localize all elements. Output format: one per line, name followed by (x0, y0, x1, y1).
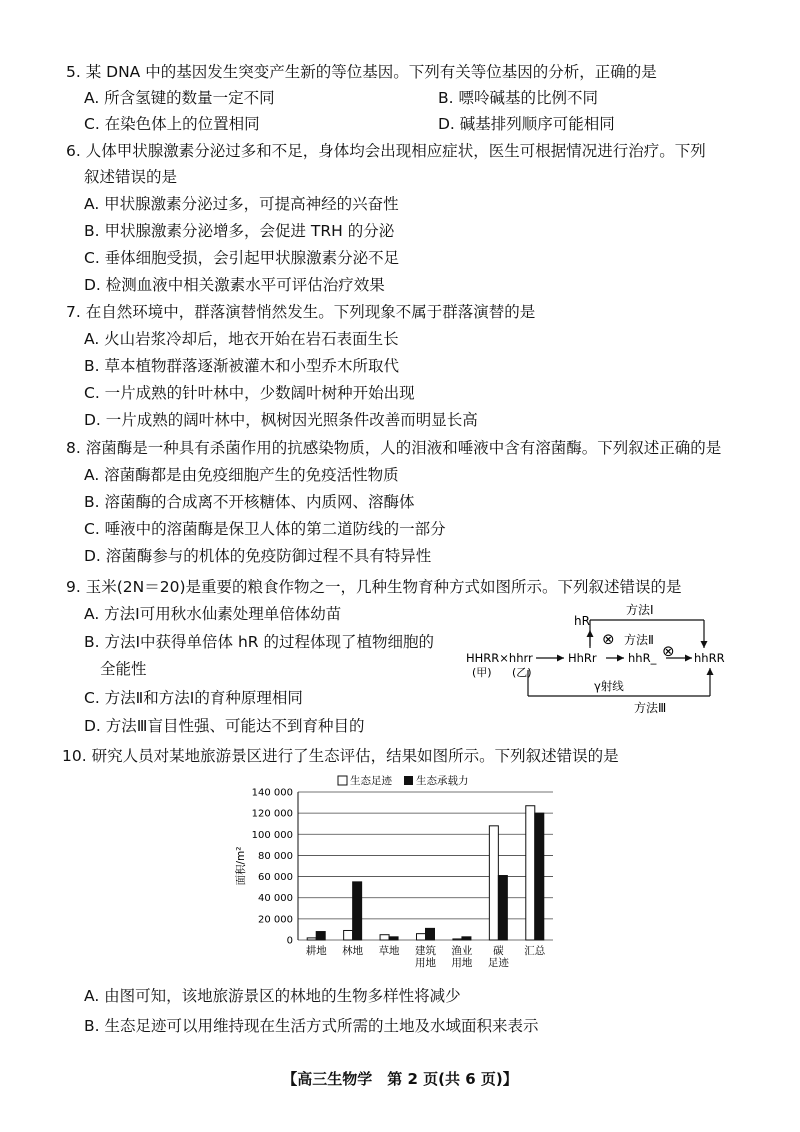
diagram-self-cross-2: ⊗ (662, 642, 675, 660)
diagram-yi: (乙) (512, 666, 532, 679)
diagram-hhR: hhR_ (628, 651, 657, 665)
diagram-method2-label: 方法Ⅱ (624, 633, 654, 647)
bar-capacity (426, 928, 435, 940)
q10-stem: 10. 研究人员对某地旅游景区进行了生态评估，结果如图所示。下列叙述错误的是 (62, 747, 619, 765)
bar-footprint (489, 826, 498, 940)
diagram-method3-label: 方法Ⅲ (634, 701, 667, 715)
x-tick-label: 渔业 (451, 945, 473, 957)
legend-swatch-capacity (404, 776, 413, 785)
ecology-bar-chart (228, 772, 568, 980)
y-tick-label: 120 000 (251, 808, 293, 820)
bar-footprint (380, 935, 389, 940)
q6-stem-line1: 6. 人体甲状腺激素分泌过多和不足，身体均会出现相应症状，医生可根据情况进行治疗。下列 (66, 142, 706, 160)
q6-option-b: B. 甲状腺激素分泌增多，会促进 TRH 的分泌 (84, 222, 395, 240)
diagram-gamma-label: γ射线 (594, 679, 624, 693)
q6-stem-line2: 叙述错误的是 (84, 168, 178, 186)
bar-footprint (307, 938, 316, 940)
y-tick-label: 140 000 (251, 787, 293, 799)
diagram-hhRR: hhRR (694, 651, 725, 665)
bar-capacity (316, 932, 325, 940)
q7-option-b: B. 草本植物群落逐渐被灌木和小型乔木所取代 (84, 357, 399, 375)
bar-footprint (526, 806, 535, 940)
q8-option-d: D. 溶菌酶参与的机体的免疫防御过程不具有特异性 (84, 547, 432, 565)
bar-capacity (462, 937, 471, 940)
y-tick-label: 60 000 (258, 872, 293, 884)
bar-footprint (453, 939, 462, 940)
x-tick-label: 足迹 (487, 957, 509, 969)
breeding-diagram (466, 600, 736, 716)
diagram-hR: hR (574, 614, 590, 628)
q5-stem: 5. 某 DNA 中的基因发生突变产生新的等位基因。下列有关等位基因的分析，正确的是 (66, 63, 657, 81)
q8-option-b: B. 溶菌酶的合成离不开核糖体、内质网、溶酶体 (84, 493, 415, 511)
q8-stem: 8. 溶菌酶是一种具有杀菌作用的抗感染物质，人的泪液和唾液中含有溶菌酶。下列叙述正确的是 (66, 439, 722, 457)
q6-option-d: D. 检测血液中相关激素水平可评估治疗效果 (84, 276, 385, 294)
diagram-jia: (甲) (472, 666, 492, 679)
diagram-method1-label: 方法Ⅰ (626, 603, 654, 617)
q7-option-d: D. 一片成熟的阔叶林中，枫树因光照条件改善而明显长高 (84, 411, 478, 429)
page-footer: 【高三生物学 第 2 页(共 6 页)】 (282, 1070, 518, 1088)
y-tick-label: 0 (286, 935, 293, 947)
x-tick-label: 耕地 (305, 945, 327, 957)
q6-option-a: A. 甲状腺激素分泌过多，可提高神经的兴奋性 (84, 195, 399, 213)
q6-option-c: C. 垂体细胞受损，会引起甲状腺激素分泌不足 (84, 249, 400, 267)
y-tick-label: 80 000 (258, 850, 293, 862)
legend-swatch-footprint (338, 776, 347, 785)
q9-option-a: A. 方法Ⅰ可用秋水仙素处理单倍体幼苗 (84, 605, 342, 623)
bar-footprint (417, 934, 426, 940)
q10-option-a: A. 由图可知，该地旅游景区的林地的生物多样性将减少 (84, 987, 461, 1005)
q7-option-a: A. 火山岩浆冷却后，地衣开始在岩石表面生长 (84, 330, 399, 348)
y-tick-label: 40 000 (258, 893, 293, 905)
bar-capacity (389, 937, 398, 940)
bar-capacity (353, 882, 362, 940)
q9-option-b-line1: B. 方法Ⅰ中获得单倍体 hR 的过程体现了植物细胞的 (84, 633, 435, 651)
x-tick-label: 用地 (451, 957, 473, 969)
y-axis-label: 面积/m² (235, 846, 247, 886)
diagram-self-cross-1: ⊗ (602, 630, 615, 648)
legend-label-capacity: 生态承载力 (416, 775, 469, 787)
q5-option-b: B. 嘌呤碱基的比例不同 (438, 89, 598, 107)
q5-option-a: A. 所含氢键的数量一定不同 (84, 89, 275, 107)
legend-label-footprint: 生态足迹 (350, 775, 392, 787)
y-tick-label: 100 000 (251, 829, 293, 841)
q8-option-a: A. 溶菌酶都是由免疫细胞产生的免疫活性物质 (84, 466, 399, 484)
x-tick-label: 碳 (493, 945, 504, 957)
x-tick-label: 建筑 (415, 945, 436, 957)
q9-option-c: C. 方法Ⅱ和方法Ⅰ的育种原理相同 (84, 689, 303, 707)
x-tick-label: 草地 (378, 945, 400, 957)
q5-option-d: D. 碱基排列顺序可能相同 (438, 115, 615, 133)
diagram-parents: HHRR×hhrr (466, 651, 533, 665)
q9-option-d: D. 方法Ⅲ盲目性强、可能达不到育种目的 (84, 717, 365, 735)
x-tick-label: 汇总 (524, 945, 546, 957)
y-tick-label: 20 000 (258, 914, 293, 926)
x-tick-label: 林地 (342, 945, 364, 957)
q7-stem: 7. 在自然环境中，群落演替悄然发生。下列现象不属于群落演替的是 (66, 303, 536, 321)
bar-capacity (498, 876, 507, 940)
q9-stem: 9. 玉米(2N＝20)是重要的粮食作物之一，几种生物育种方式如图所示。下列叙述错误的是 (66, 578, 682, 596)
q9-option-b-line2: 全能性 (100, 660, 147, 678)
bar-capacity (535, 813, 544, 940)
diagram-HhRr: HhRr (568, 651, 597, 665)
q5-option-c: C. 在染色体上的位置相同 (84, 115, 260, 133)
x-tick-label: 用地 (415, 957, 436, 969)
q10-option-b: B. 生态足迹可以用维持现在生活方式所需的土地及水域面积来表示 (84, 1017, 539, 1035)
q7-option-c: C. 一片成熟的针叶林中，少数阔叶树种开始出现 (84, 384, 415, 402)
bar-footprint (344, 930, 353, 940)
q8-option-c: C. 唾液中的溶菌酶是保卫人体的第二道防线的一部分 (84, 520, 446, 538)
